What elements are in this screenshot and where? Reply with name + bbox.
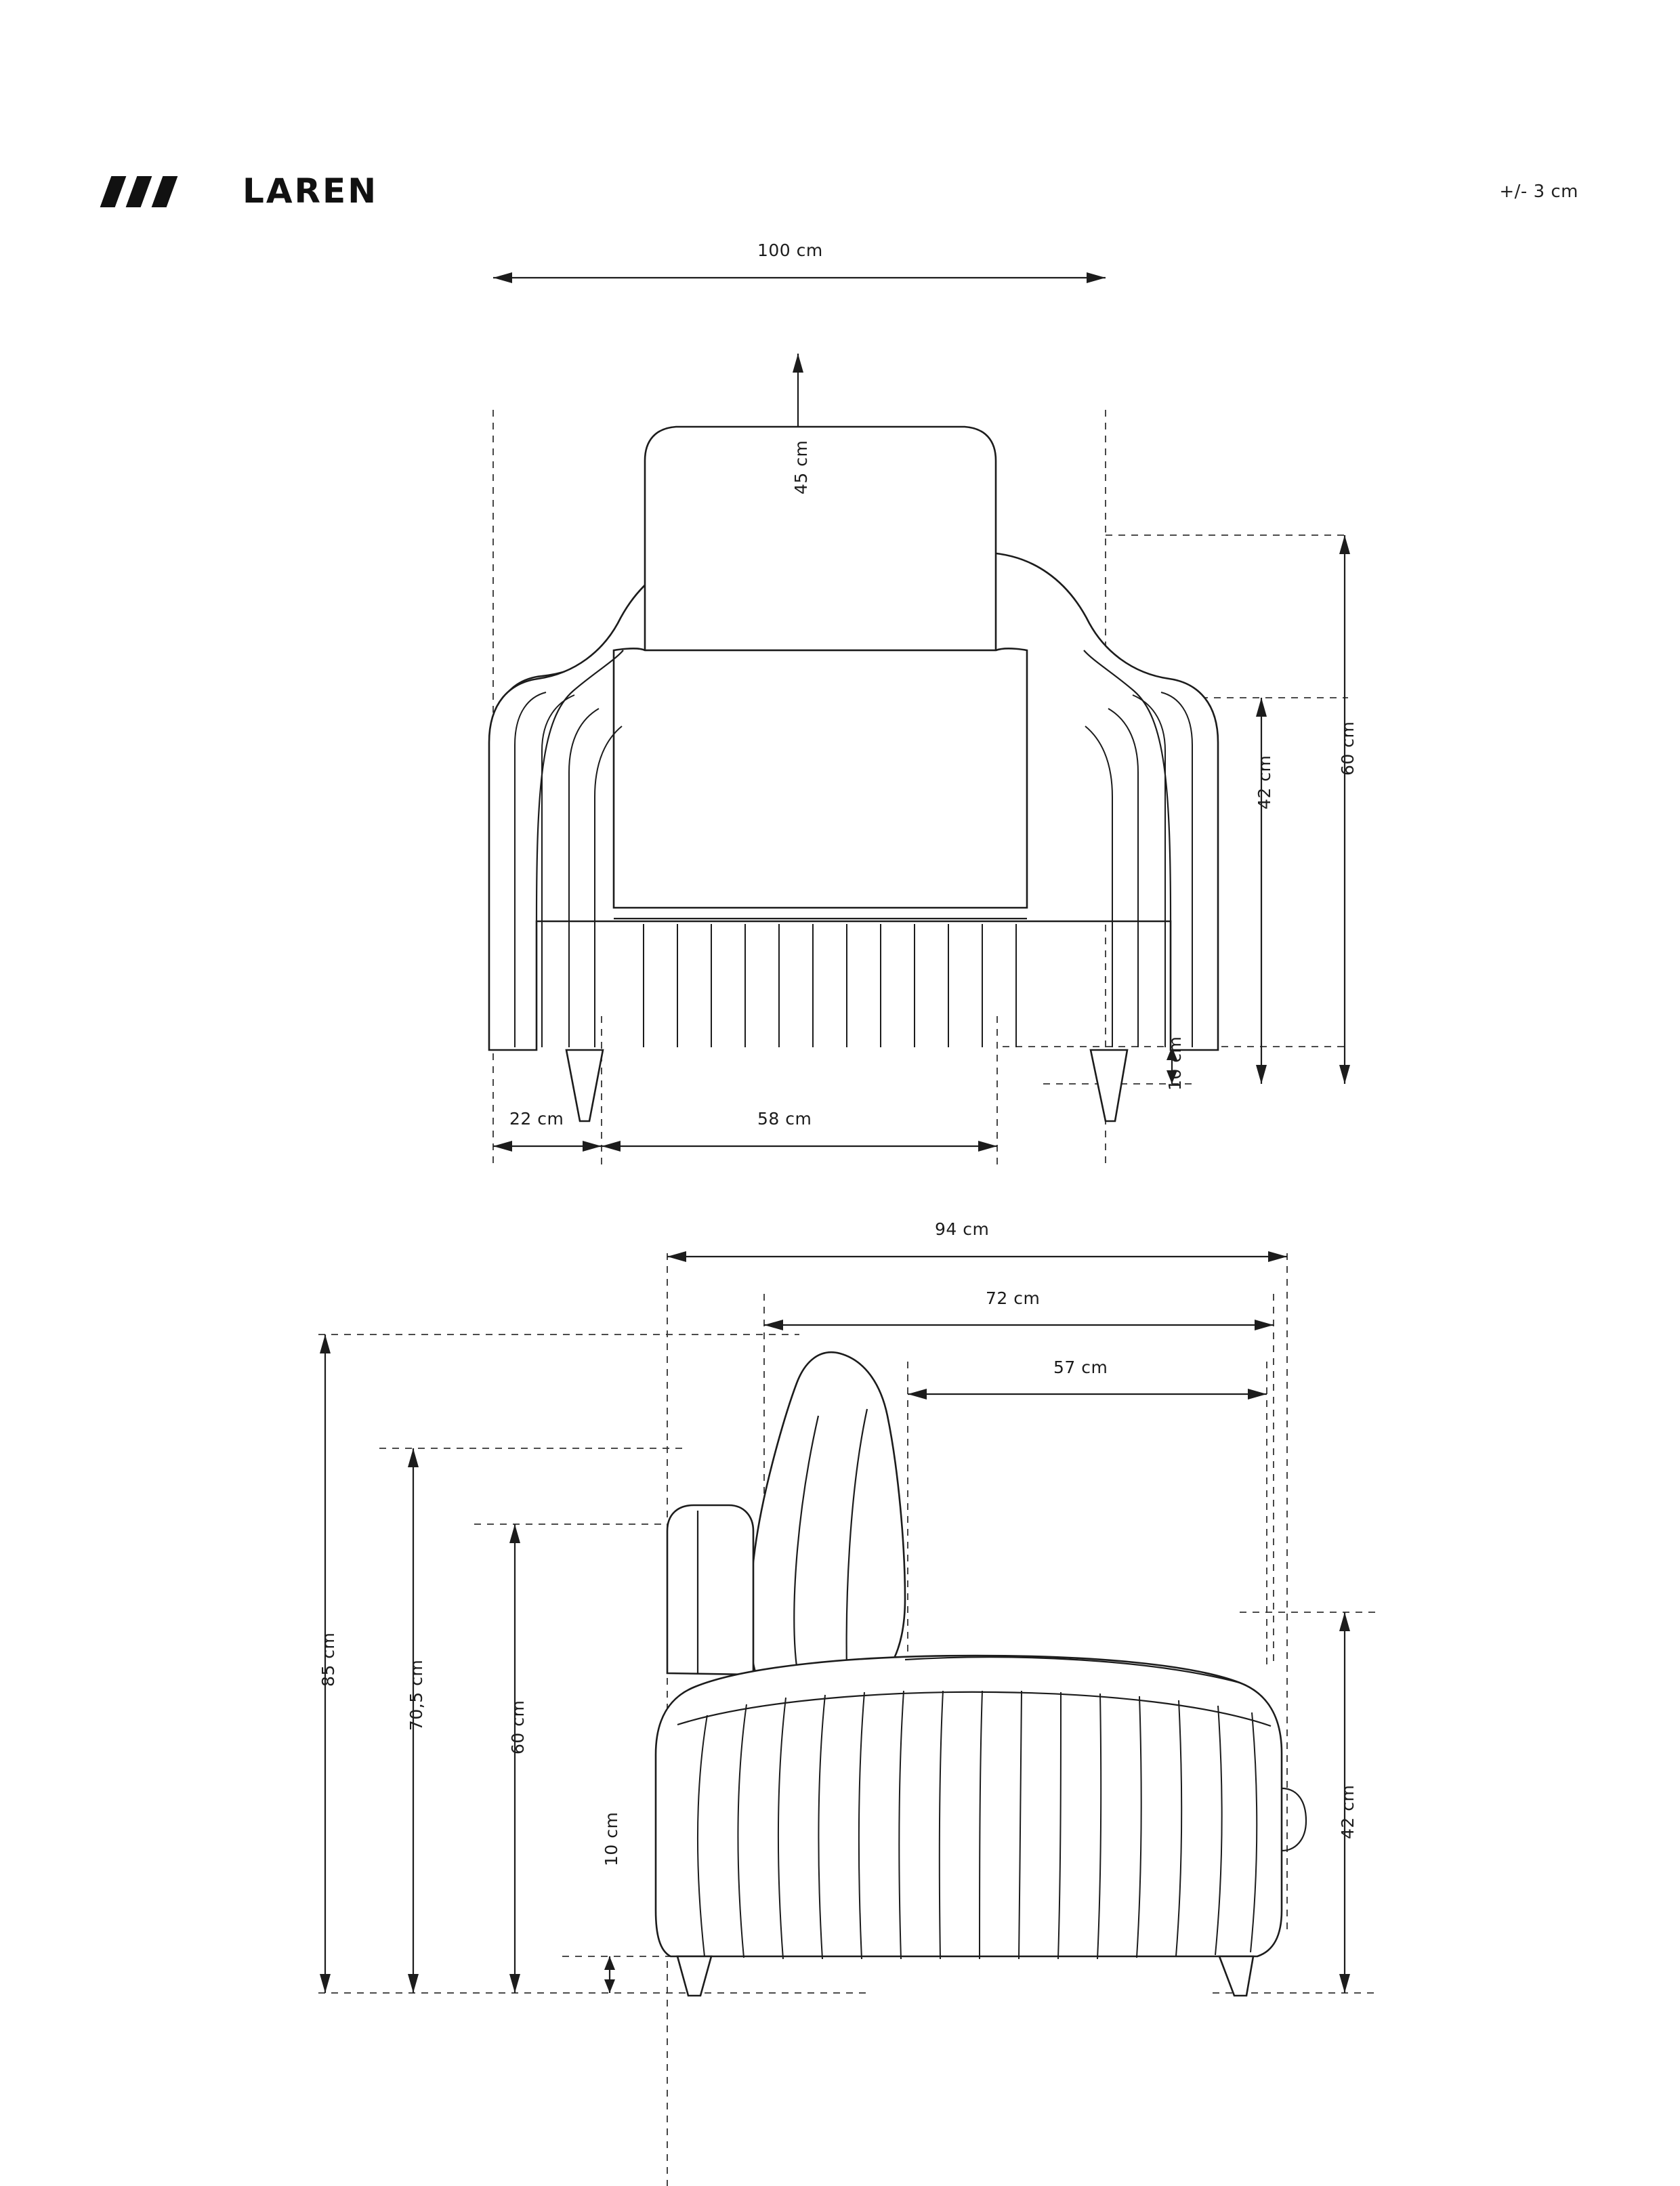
side-view-drawing: [0, 1192, 1680, 2073]
side-seat-height-label: 42 cm: [1338, 1784, 1358, 1839]
front-width-label: 100 cm: [757, 240, 823, 260]
front-seat-width-label: 58 cm: [757, 1109, 812, 1129]
side-back-height-label: 70,5 cm: [406, 1659, 426, 1731]
front-seat-height-label: 42 cm: [1255, 755, 1274, 810]
side-depth-72-label: 72 cm: [986, 1288, 1041, 1308]
side-arm-height-label: 60 cm: [508, 1700, 528, 1754]
page-title: LAREN: [243, 171, 379, 211]
front-backrest-label: 45 cm: [791, 440, 811, 495]
tolerance-note: +/- 3 cm: [1499, 182, 1578, 202]
front-view-drawing: [0, 176, 1680, 1260]
side-total-height-label: 85 cm: [318, 1632, 338, 1687]
side-seat-depth-label: 57 cm: [1053, 1358, 1108, 1377]
side-depth-94-label: 94 cm: [935, 1219, 990, 1239]
sheet-header: [0, 81, 1680, 211]
front-arm-height-label: 60 cm: [1338, 721, 1358, 776]
side-leg-height-label: 10 cm: [602, 1811, 621, 1866]
front-leg-height-label: 10 cm: [1165, 1036, 1185, 1091]
front-arm-width-label: 22 cm: [509, 1109, 564, 1129]
